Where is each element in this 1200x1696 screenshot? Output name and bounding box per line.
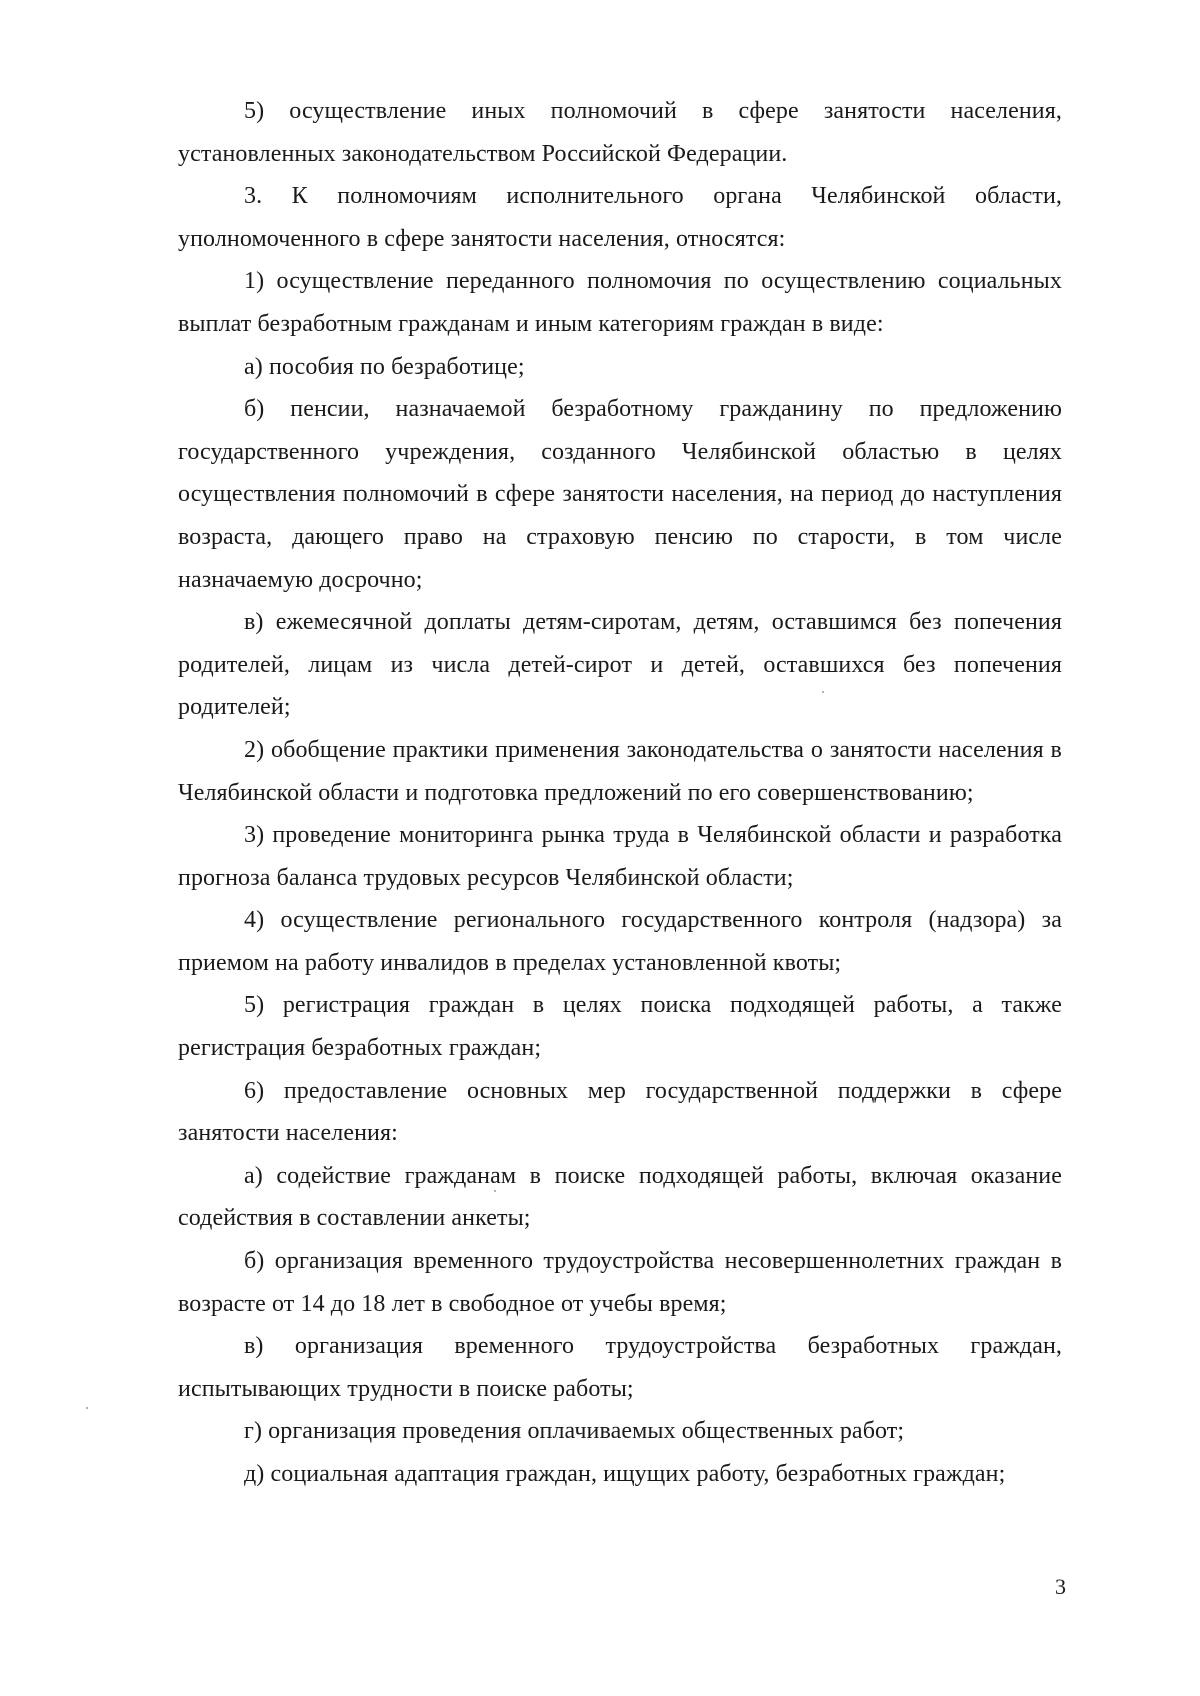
- paragraph-item-3-monitoring: 3) проведение мониторинга рынка труда в Челябинской области и разработка прогноза баланса трудовых ресурсов Челябинской области;: [178, 822, 1062, 891]
- paragraph-section-3-heading: 3. К полномочиям исполнительного органа Челябинской области, уполномоченного в сфере занятости населения, относятся:: [178, 183, 1062, 252]
- scan-speck-mark: [494, 1190, 496, 1192]
- paragraph-subitem-d-adaptation: д) социальная адаптация граждан, ищущих работу, безработных граждан;: [244, 1461, 1006, 1487]
- paragraph-subitem-a-benefit: а) пособия по безработице;: [244, 353, 525, 380]
- paragraph-subitem-b-pension: б) пенсии, назначаемой безработному гражданину по предложению государственного учреждения, созданного Челябинской областью в целях осуществления полномочий в сфере занятости населения, на период до наступления возраста, дающего право на страховую пенсию по старости, в том числе назначаемую досрочно;: [178, 396, 1062, 593]
- scan-speck-mark: [822, 691, 824, 693]
- paragraph-subitem-a-job-search: а) содействие гражданам в поиске подходящей работы, включая оказание содействия в составлении анкеты;: [178, 1162, 1062, 1232]
- page-number: 3: [1055, 1574, 1066, 1599]
- scan-speck-mark: [86, 1407, 88, 1409]
- paragraph-subitem-b-minors: б) организация временного трудоустройства несовершеннолетних граждан в возрасте от 14 до 18 лет в свободное от учебы время;: [178, 1248, 1062, 1317]
- paragraph-subitem-v-unemployed: в) организация временного трудоустройства безработных граждан, испытывающих трудности в поиске работы;: [178, 1333, 1062, 1402]
- paragraph-item-1-social-payments: 1) осуществление переданного полномочия по осуществлению социальных выплат безработным гражданам и иным категориям граждан в виде:: [178, 268, 1062, 337]
- paragraph-item-2-practice: 2) обобщение практики применения законодательства о занятости населения в Челябинской области и подготовка предложений по его совершенствованию;: [178, 736, 1062, 806]
- document-body: [178, 90, 1062, 1496]
- paragraph-subitem-v-orphans: в) ежемесячной доплаты детям-сиротам, детям, оставшимся без попечения родителей, лицам из числа детей-сирот и детей, оставшихся без попечения родителей;: [178, 609, 1062, 721]
- paragraph-item-4-control: 4) осуществление регионального государственного контроля (надзора) за приемом на работу инвалидов в пределах установленной квоты;: [178, 907, 1062, 976]
- paragraph-item-6-support: 6) предоставление основных мер государственной поддержки в сфере занятости населения:: [178, 1077, 1062, 1147]
- paragraph-item-5-registration: 5) регистрация граждан в целях поиска подходящей работы, а также регистрация безработных граждан;: [178, 992, 1062, 1062]
- paragraph-item-5-powers: 5) осуществление иных полномочий в сфере занятости населения, установленных законодательством Российской Федерации.: [178, 98, 1062, 167]
- paragraph-subitem-g-public-works: г) организация проведения оплачиваемых общественных работ;: [244, 1418, 905, 1445]
